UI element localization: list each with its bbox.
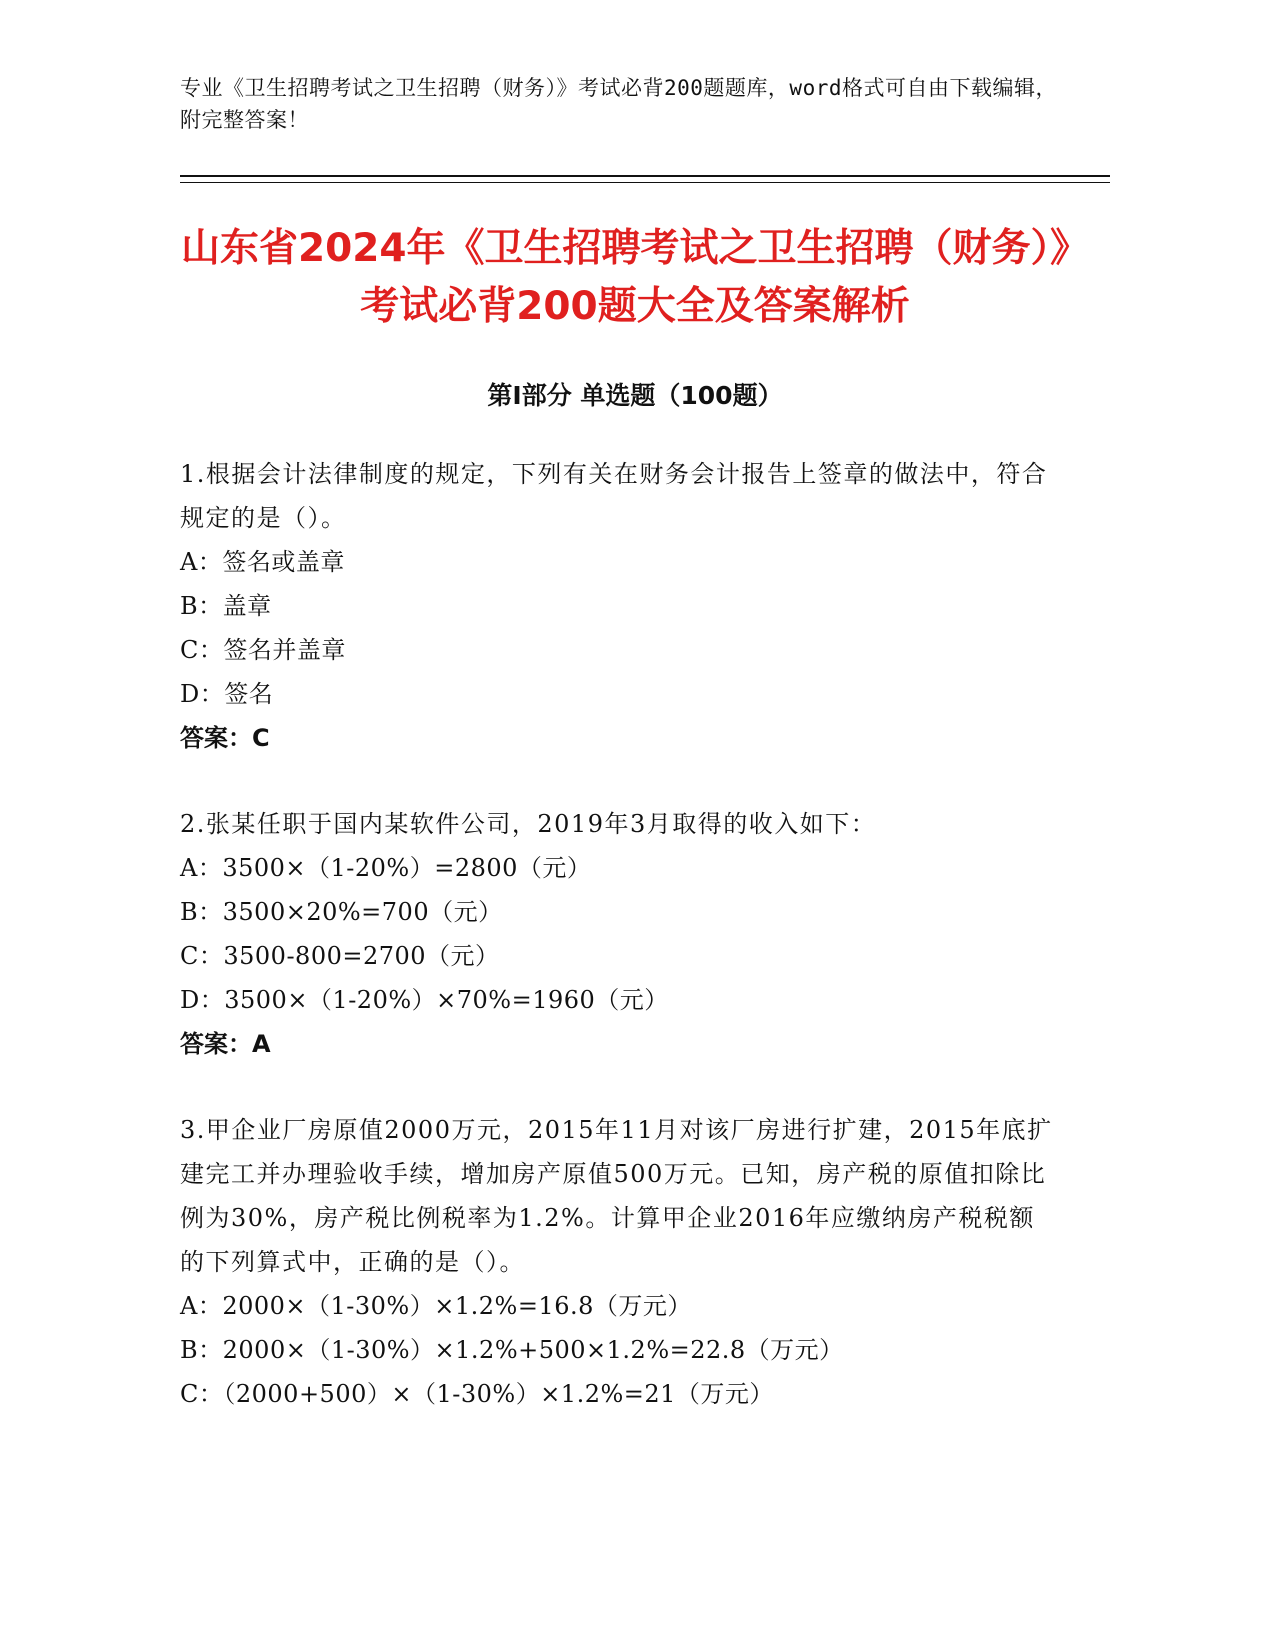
question-3 <box>180 1108 1060 1416</box>
question-1 <box>180 452 1060 760</box>
question-text: 1.根据会计法律制度的规定，下列有关在财务会计报告上签章的做法中，符合规定的是（）。 <box>180 460 1048 532</box>
option-c: C：3500-800=2700（元） <box>180 942 500 970</box>
question-list <box>180 452 1060 1458</box>
option-c: C：签名并盖章 <box>180 636 346 664</box>
header-divider-thick <box>180 175 1110 177</box>
question-2 <box>180 802 1060 1066</box>
answer-label: 答案：C <box>180 724 270 752</box>
option-b: B：盖章 <box>180 592 272 620</box>
section-heading: 第I部分 单选题（100题） <box>487 381 783 410</box>
option-d: D：签名 <box>180 680 274 708</box>
header-note: 专业《卫生招聘考试之卫生招聘（财务）》考试必背200题题库，word格式可自由下载编辑，附完整答案！ <box>180 76 1057 132</box>
option-b: B：2000×（1-30%）×1.2%+500×1.2%=22.8（万元） <box>180 1336 844 1364</box>
question-text: 3.甲企业厂房原值2000万元，2015年11月对该厂房进行扩建，2015年底扩建完工并办理验收手续，增加房产原值500万元。已知，房产税的原值扣除比例为30%，房产税比例税率为1.2%。计算甲企业2016年应缴纳房产税税额的下列算式中，正确的是（）。 <box>180 1116 1053 1276</box>
document-title: 山东省2024年《卫生招聘考试之卫生招聘（财务）》考试必背200题大全及答案解析 <box>180 226 1090 329</box>
option-d: D：3500×（1-20%）×70%=1960（元） <box>180 986 669 1014</box>
header-divider-thin <box>180 182 1110 183</box>
option-b: B：3500×20%=700（元） <box>180 898 503 926</box>
question-text: 2.张某任职于国内某软件公司，2019年3月取得的收入如下： <box>180 810 877 838</box>
option-a: A：3500×（1-20%）=2800（元） <box>180 854 592 882</box>
option-a: A：2000×（1-30%）×1.2%=16.8（万元） <box>180 1292 692 1320</box>
answer-label: 答案：A <box>180 1030 271 1058</box>
option-c: C：（2000+500）×（1-30%）×1.2%=21（万元） <box>180 1380 774 1408</box>
option-a: A：签名或盖章 <box>180 548 345 576</box>
